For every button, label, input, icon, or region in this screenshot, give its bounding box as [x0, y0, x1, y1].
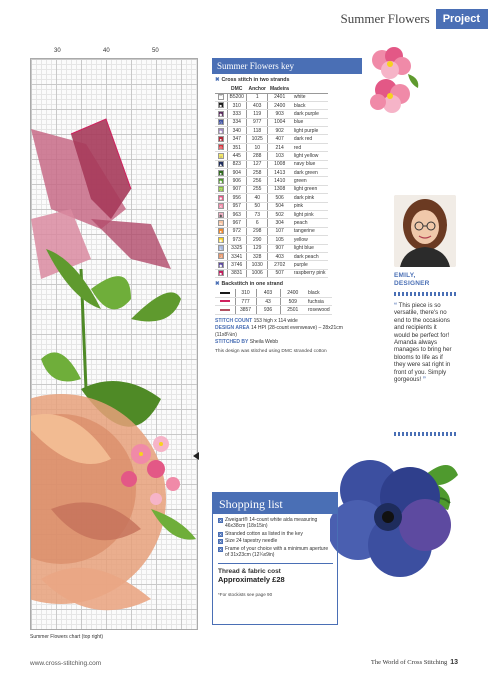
colour-name-cell: dark purple — [291, 110, 328, 118]
dmc-cell: 957 — [227, 202, 246, 210]
cross-marker-icon: ✖ — [215, 77, 220, 83]
cross-marker-icon: ✕ — [218, 539, 223, 545]
stockists-note: *For stockists see page 90 — [218, 592, 273, 598]
key-row — [215, 227, 328, 235]
line-swatch — [215, 306, 235, 314]
column-number-30: 30 — [54, 48, 61, 54]
key-title: Summer Flowers key — [212, 58, 362, 74]
madeira-cell: 2501 — [280, 306, 305, 314]
key-row — [215, 118, 328, 126]
anemone-illustration — [330, 455, 465, 590]
colour-name-cell: light yellow — [291, 152, 328, 160]
designer-quote: “ This piece is so versatile, there's no end to the occasions and recipients it would be perfect for! Amanda always manages to bring her blooms to life as if they were sat right in front of you. Simply gorgeous! ” — [394, 302, 452, 384]
dmc-cell: 310 — [227, 101, 246, 109]
colour-name-cell: purple — [291, 261, 328, 269]
zigzag-divider-top — [394, 292, 456, 296]
anchor-cell: 936 — [256, 306, 280, 314]
colour-name-cell: yellow — [291, 236, 328, 244]
chart-caption: Summer Flowers chart (top right) — [30, 634, 104, 640]
designer-photo — [394, 195, 456, 267]
colour-name-cell: black — [291, 101, 328, 109]
madeira-cell: 1308 — [268, 185, 291, 193]
close-quote-icon: ” — [422, 376, 426, 384]
name-header — [291, 85, 328, 93]
dmc-cell: 956 — [227, 194, 246, 202]
anchor-cell: 403 — [246, 101, 268, 109]
column-number-40: 40 — [103, 48, 110, 54]
madeira-cell: 403 — [268, 252, 291, 260]
colour-name-cell: light green — [291, 185, 328, 193]
anchor-cell: 10 — [246, 143, 268, 151]
key-row — [215, 127, 328, 135]
dmc-cell: 334 — [227, 118, 246, 126]
project-tab[interactable]: Project — [436, 9, 488, 29]
dmc-cell: 906 — [227, 177, 246, 185]
dmc-cell: 351 — [227, 143, 246, 151]
madeira-cell: 1413 — [268, 169, 291, 177]
symbol-swatch: ▲ — [215, 160, 227, 168]
colour-name-cell: tangerine — [291, 227, 328, 235]
dmc-cell: 347 — [227, 135, 246, 143]
key-row — [215, 269, 328, 277]
colour-name-cell: pink — [291, 202, 328, 210]
thread-note: This design was stitched using DMC stranded cotton — [215, 348, 327, 354]
dmc-cell: 333 — [227, 110, 246, 118]
dmc-cell: 3325 — [227, 244, 246, 252]
colour-name-cell: green — [291, 177, 328, 185]
backstitch-heading: ✖ Backstitch in one strand — [215, 281, 283, 288]
stitched-by-line: STITCHED BY Sheila Webb — [215, 338, 278, 345]
symbol-swatch: ● — [215, 227, 227, 235]
symbol-swatch: w — [215, 219, 227, 227]
symbol-swatch: ■ — [215, 101, 227, 109]
madeira-cell: 903 — [268, 110, 291, 118]
cost-label: Thread & fabric cost — [218, 568, 281, 576]
dmc-cell: 967 — [227, 219, 246, 227]
dmc-cell: 445 — [227, 152, 246, 160]
zigzag-divider-bottom — [394, 432, 456, 436]
symbol-swatch: ▽ — [215, 185, 227, 193]
colour-name-cell: white — [291, 93, 328, 101]
key-row — [215, 152, 328, 160]
anchor-cell: 255 — [246, 185, 268, 193]
designer-label: EMILY, DESIGNER — [394, 272, 430, 287]
symbol-swatch: ◆ — [215, 177, 227, 185]
anchor-cell: 40 — [246, 194, 268, 202]
colour-name-cell: dark red — [291, 135, 328, 143]
madeira-cell: 502 — [268, 210, 291, 218]
madeira-cell: 2400 — [268, 101, 291, 109]
dmc-cell: 972 — [227, 227, 246, 235]
madeira-cell: 2401 — [268, 93, 291, 101]
symbol-swatch: ◆ — [215, 210, 227, 218]
key-row — [215, 252, 328, 260]
dmc-cell: 904 — [227, 169, 246, 177]
anchor-cell: 1025 — [246, 135, 268, 143]
anchor-cell: 1006 — [246, 269, 268, 277]
anchor-cell: 1 — [246, 93, 268, 101]
shopping-item: ✕ Size 24 tapestry needle — [218, 538, 278, 545]
anchor-cell: 43 — [256, 297, 280, 305]
anchor-header: Anchor — [248, 85, 266, 92]
key-row — [215, 177, 328, 185]
section-title: Summer Flowers — [340, 11, 430, 26]
magazine-footer: The World of Cross Stitching 13 — [370, 659, 458, 666]
key-row — [215, 169, 328, 177]
backstitch-row — [215, 289, 332, 297]
anchor-cell: 403 — [256, 289, 280, 297]
line-swatch — [215, 297, 235, 305]
dmc-header: DMC — [227, 85, 246, 93]
dmc-cell: 907 — [227, 185, 246, 193]
key-row — [215, 261, 328, 269]
symbol-swatch: ● — [215, 135, 227, 143]
website-url[interactable]: www.cross-stitching.com — [30, 660, 102, 667]
symbol-swatch: ● — [215, 169, 227, 177]
anchor-cell: 73 — [246, 210, 268, 218]
pink-flower-illustration — [368, 44, 422, 114]
symbol-swatch: J — [215, 252, 227, 260]
madeira-header: Madeira — [269, 85, 289, 92]
colour-name-cell: light purple — [291, 127, 328, 135]
cost-value: Approximately £28 — [218, 575, 285, 585]
backstitch-row — [215, 297, 332, 305]
cross-marker-icon: ✕ — [218, 531, 223, 537]
dmc-cell: 340 — [227, 127, 246, 135]
symbol-swatch: ◎ — [215, 143, 227, 151]
key-row — [215, 244, 328, 252]
symbol-swatch: ✱ — [215, 194, 227, 202]
cross-marker-icon: ✕ — [218, 518, 223, 523]
anchor-cell: 50 — [246, 202, 268, 210]
madeira-cell: 507 — [268, 269, 291, 277]
anchor-cell: 118 — [246, 127, 268, 135]
symbol-swatch: ◆ — [215, 261, 227, 269]
dmc-cell: B5200 — [227, 93, 246, 101]
key-row — [215, 202, 328, 210]
dmc-cell: 3746 — [227, 261, 246, 269]
page-number: 13 — [450, 659, 458, 666]
chart-centre-arrow — [193, 452, 199, 460]
key-row — [215, 160, 328, 168]
dmc-cell: 3831 — [227, 269, 246, 277]
shopping-item: ✕ Frame of your choice with a minimum aperture of 31x23cm (12¼x9in) — [218, 545, 329, 559]
colour-name-cell: navy blue — [291, 160, 328, 168]
key-row — [215, 210, 328, 218]
colour-name-cell: raspberry pink — [291, 269, 328, 277]
design-area-line: DESIGN AREA 14 HPI (28-count evenweave) – 28x21cm (11x8¼in) — [215, 324, 343, 338]
madeira-cell: 103 — [268, 152, 291, 160]
symbol-swatch: ■ — [215, 269, 227, 277]
anchor-cell: 256 — [246, 177, 268, 185]
symbol-swatch: ◇ — [215, 118, 227, 126]
dmc-cell: 3857 — [235, 306, 256, 314]
colour-name-cell: dark pink — [291, 194, 328, 202]
cross-stitch-chart — [30, 58, 198, 630]
cross-marker-icon: ✖ — [215, 281, 220, 288]
madeira-cell: 214 — [268, 143, 291, 151]
madeira-cell: 304 — [268, 219, 291, 227]
madeira-cell: 107 — [268, 227, 291, 235]
cross-marker-icon: ✕ — [218, 546, 223, 552]
key-row — [215, 101, 328, 109]
open-quote-icon: “ — [394, 302, 398, 309]
anchor-cell: 129 — [246, 244, 268, 252]
colour-name-cell: dark green — [291, 169, 328, 177]
madeira-cell: 2400 — [280, 289, 305, 297]
shopping-list-box — [212, 492, 338, 625]
line-swatch — [215, 289, 235, 297]
symbol-header — [215, 85, 227, 93]
madeira-cell: 504 — [268, 202, 291, 210]
column-number-50: 50 — [152, 48, 159, 54]
stitch-count-line: STITCH COUNT 153 high x 114 wide — [215, 317, 298, 324]
anchor-cell: 6 — [246, 219, 268, 227]
symbol-swatch: ◉ — [215, 236, 227, 244]
madeira-cell: 2702 — [268, 261, 291, 269]
anchor-cell: 328 — [246, 252, 268, 260]
anchor-cell: 127 — [246, 160, 268, 168]
anchor-cell: 1030 — [246, 261, 268, 269]
shopping-item: ✕ Stranded cotton as listed in the key — [218, 530, 303, 537]
madeira-cell: 506 — [268, 194, 291, 202]
backstitch-row — [215, 306, 332, 314]
madeira-cell: 509 — [280, 297, 305, 305]
anchor-cell: 298 — [246, 227, 268, 235]
chart-key — [212, 58, 362, 354]
dmc-cell: 310 — [235, 289, 256, 297]
key-row — [215, 236, 328, 244]
page-header — [341, 9, 488, 29]
colour-name-cell: red — [291, 143, 328, 151]
dmc-cell: 823 — [227, 160, 246, 168]
colour-name-cell: black — [305, 289, 332, 297]
key-row — [215, 93, 328, 101]
symbol-swatch: ✕ — [215, 202, 227, 210]
madeira-cell: 105 — [268, 236, 291, 244]
anchor-cell: 119 — [246, 110, 268, 118]
symbol-swatch: ◆ — [215, 127, 227, 135]
anchor-cell: 977 — [246, 118, 268, 126]
backstitch-table — [215, 289, 332, 315]
colour-name-cell: peach — [291, 219, 328, 227]
colour-name-cell: dark peach — [291, 252, 328, 260]
dmc-cell: 973 — [227, 236, 246, 244]
anchor-cell: 258 — [246, 169, 268, 177]
madeira-cell: 1004 — [268, 118, 291, 126]
madeira-cell: 907 — [268, 244, 291, 252]
symbol-swatch: ⌒ — [215, 93, 227, 101]
colour-name-cell: blue — [291, 118, 328, 126]
dmc-cell: 3341 — [227, 252, 246, 260]
shopping-list-title: Shopping list — [213, 493, 337, 514]
colour-name-cell: rosewood — [305, 306, 332, 314]
symbol-swatch: ○ — [215, 152, 227, 160]
key-row — [215, 110, 328, 118]
symbol-swatch: ◆ — [215, 110, 227, 118]
key-row — [215, 185, 328, 193]
key-row — [215, 135, 328, 143]
madeira-cell: 1008 — [268, 160, 291, 168]
shopping-items — [213, 514, 337, 558]
dmc-cell: 777 — [235, 297, 256, 305]
anchor-cell: 288 — [246, 152, 268, 160]
shopping-item: ✕ Zweigart® 14-count white aida measuring 46x38cm (18x15in) — [218, 517, 318, 530]
madeira-cell: 1410 — [268, 177, 291, 185]
colour-name-cell: light pink — [291, 210, 328, 218]
cross-stitch-table — [215, 85, 328, 278]
key-row — [215, 219, 328, 227]
dmc-cell: 963 — [227, 210, 246, 218]
key-row — [215, 143, 328, 151]
symbol-swatch: L — [215, 244, 227, 252]
colour-name-cell: light blue — [291, 244, 328, 252]
madeira-cell: 902 — [268, 127, 291, 135]
anchor-cell: 290 — [246, 236, 268, 244]
thread-fabric-cost — [218, 563, 333, 597]
cross-stitch-heading: ✖ Cross stitch in two strands — [215, 77, 290, 83]
colour-name-cell: fuchsia — [305, 297, 332, 305]
stitch-stats — [215, 318, 362, 346]
key-row — [215, 194, 328, 202]
chart-artwork — [31, 59, 198, 630]
madeira-cell: 407 — [268, 135, 291, 143]
